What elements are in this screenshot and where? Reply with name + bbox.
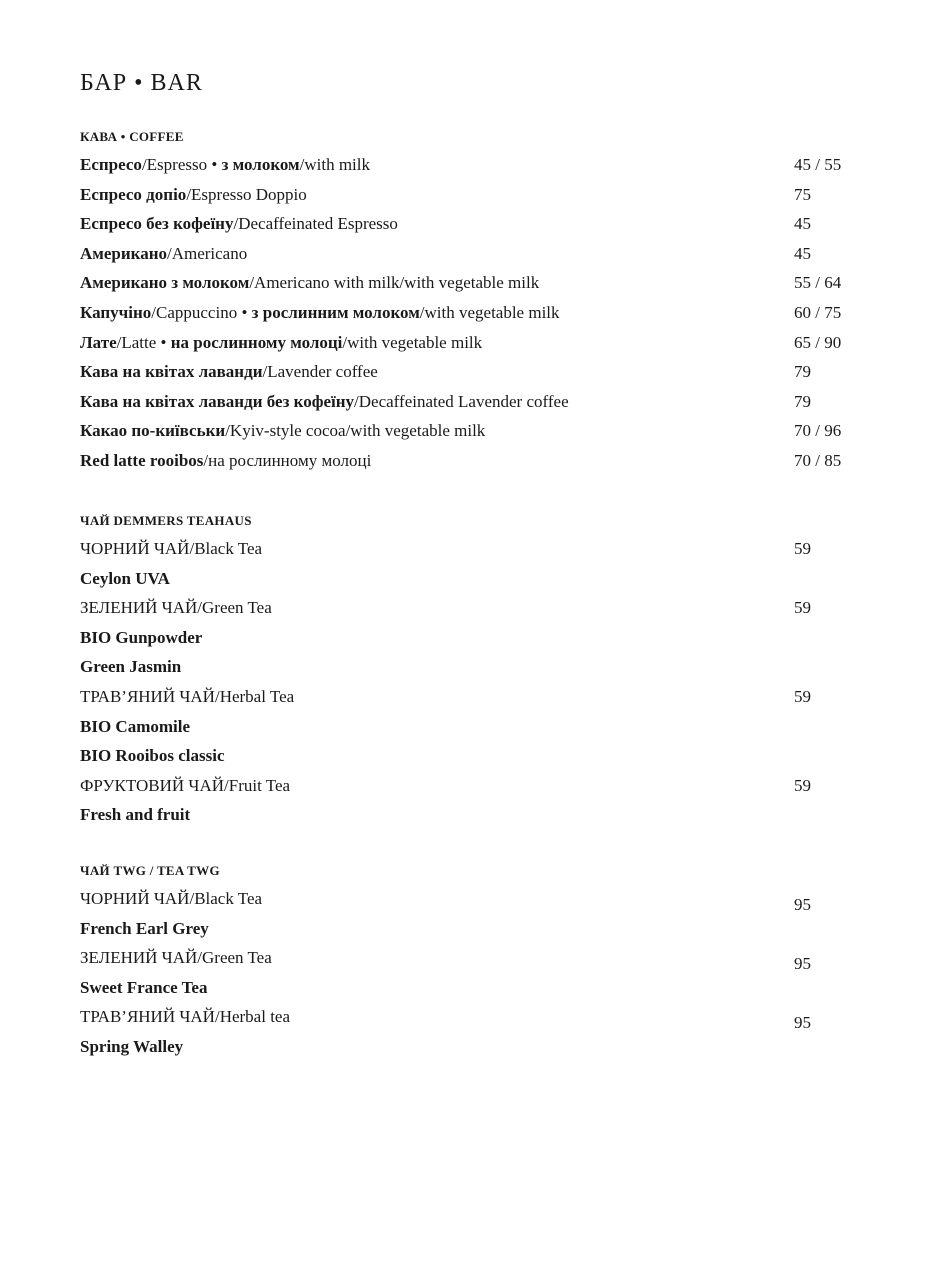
menu-item-price: 79: [794, 362, 811, 382]
menu-item-row: [80, 298, 870, 328]
tea-variety-label: BIO Gunpowder: [80, 627, 203, 647]
tea-category-en: /Black Tea: [189, 539, 263, 558]
menu-item-name: [80, 387, 569, 417]
tea-variety-row: [80, 1032, 870, 1062]
tea-category-row: [80, 771, 870, 801]
menu-item-name: [80, 180, 307, 210]
item-name-en: /Latte: [116, 332, 157, 352]
menu-item-name: [80, 416, 485, 446]
tea-category-price: 59: [794, 686, 811, 706]
tea-category-ua: ЧОРНИЙ ЧАЙ: [80, 889, 190, 908]
tea-category-ua: ТРАВ’ЯНИЙ ЧАЙ: [80, 686, 215, 706]
menu-item-price: 70 / 85: [794, 450, 842, 470]
tea-variety-label: Spring Walley: [80, 1036, 184, 1056]
item-name-ua: Еспресо допіо: [80, 184, 187, 204]
item-option-ua: на рослинному молоці: [170, 332, 343, 352]
tea-variety-label: Fresh and fruit: [80, 805, 191, 825]
separator-dot: •: [237, 302, 252, 322]
item-name-en: /Decaffeinated Lavender coffee: [354, 391, 569, 411]
tea-category-ua: ЗЕЛЕНИЙ ЧАЙ: [80, 948, 198, 968]
tea-variety-name: [80, 712, 190, 742]
twg-section: [80, 858, 870, 1062]
tea-variety-row: [80, 741, 870, 771]
item-name-en: /Cappuccino: [151, 302, 238, 322]
tea-category-row: [80, 534, 870, 564]
tea-variety-label: BIO Rooibos classic: [80, 746, 225, 766]
tea-category-name: [80, 682, 294, 712]
item-name-ua: Кава на квітах лаванди без кофеїну: [80, 391, 355, 411]
menu-item-name: [80, 150, 370, 180]
tea-category-name: [80, 771, 290, 801]
tea-category-price: 95: [794, 895, 811, 914]
tea-variety-label: BIO Camomile: [80, 716, 191, 736]
menu-item-row: [80, 239, 870, 269]
tea-category-price: 59: [794, 539, 811, 558]
tea-variety-name: [80, 1032, 183, 1062]
tea-variety-row: [80, 564, 870, 594]
menu-item-row: [80, 446, 870, 476]
item-name-en: /Lavender coffee: [262, 362, 378, 382]
tea-category-name: [80, 884, 262, 914]
item-name-ua: Еспресо: [80, 155, 142, 174]
item-option-en: /with milk: [299, 155, 371, 174]
item-name-ua: Американо з молоком: [80, 273, 250, 293]
tea-category-ua: ТРАВ’ЯНИЙ ЧАЙ: [80, 1007, 215, 1027]
tea-variety-name: [80, 741, 225, 771]
tea-variety-row: [80, 914, 870, 944]
demmers-list: [80, 534, 870, 830]
tea-category-price: 59: [794, 775, 811, 795]
item-name-ua: Кава на квітах лаванди: [80, 362, 263, 382]
item-name-en: /Kyiv-style cocoa/with vegetable milk: [225, 421, 486, 441]
tea-variety-name: [80, 564, 170, 594]
menu-item-row: [80, 357, 870, 387]
menu-item-price: 60 / 75: [794, 302, 842, 322]
section-title-demmers: ЧАЙ DEMMERS TEAHAUS: [80, 513, 252, 528]
tea-category-row: [80, 593, 870, 623]
menu-item-name: [80, 239, 247, 269]
tea-variety-row: [80, 973, 870, 1003]
tea-variety-name: [80, 914, 209, 944]
tea-category-name: [80, 593, 272, 623]
tea-category-name: [80, 1002, 290, 1032]
menu-item-price: 65 / 90: [794, 332, 842, 352]
item-name-ua: Капучіно: [80, 302, 152, 322]
tea-category-en: /Green Tea: [197, 598, 272, 618]
tea-category-ua: ЧОРНИЙ ЧАЙ: [80, 539, 190, 558]
tea-category-price: 95: [794, 954, 811, 974]
menu-item-price: 55 / 64: [794, 273, 842, 293]
menu-item-name: [80, 209, 398, 239]
tea-category-en: /Green Tea: [197, 948, 272, 968]
menu-item-name: [80, 446, 371, 476]
tea-variety-name: [80, 652, 181, 682]
coffee-list: [80, 150, 870, 476]
tea-category-ua: ЗЕЛЕНИЙ ЧАЙ: [80, 598, 198, 618]
menu-item-price: 75: [794, 184, 811, 204]
separator-dot: •: [156, 332, 171, 352]
item-name-en: /Espresso Doppio: [186, 184, 307, 204]
tea-variety-row: [80, 623, 870, 653]
tea-category-en: /Fruit Tea: [224, 775, 291, 795]
tea-category-row: [80, 943, 870, 973]
item-name-ua: Американо: [80, 243, 167, 263]
menu-item-name: [80, 357, 378, 387]
menu-item-row: [80, 268, 870, 298]
menu-item-name: [80, 298, 560, 328]
tea-category-row: [80, 1002, 870, 1032]
tea-category-name: [80, 534, 262, 564]
item-name-ua: Red latte rooibos: [80, 450, 204, 470]
item-name-en: /Espresso: [141, 155, 208, 174]
item-name-ua: Еспресо без кофеїну: [80, 214, 234, 234]
menu-item-row: [80, 416, 870, 446]
menu-item-row: [80, 180, 870, 210]
tea-variety-label: French Earl Grey: [80, 918, 209, 938]
item-name-ua: Лате: [80, 332, 117, 352]
coffee-section: [80, 124, 870, 476]
tea-variety-label: Sweet France Tea: [80, 977, 208, 997]
tea-variety-label: Ceylon UVA: [80, 568, 170, 588]
separator-dot: •: [207, 155, 222, 174]
menu-item-row: [80, 150, 870, 180]
tea-category-en: /Black Tea: [189, 889, 263, 908]
item-option-en: /with vegetable milk: [342, 332, 483, 352]
tea-category-name: [80, 943, 272, 973]
menu-item-price: 45: [794, 243, 811, 263]
tea-variety-row: [80, 712, 870, 742]
twg-list: [80, 884, 870, 1062]
demmers-section: [80, 508, 870, 830]
tea-category-ua: ФРУКТОВИЙ ЧАЙ: [80, 775, 225, 795]
item-name-en: /Americano: [166, 243, 248, 263]
item-option-ua: з рослинним молоком: [251, 302, 420, 322]
page-title: БАР • BAR: [80, 70, 203, 96]
tea-category-en: /Herbal Tea: [214, 686, 295, 706]
section-title-twg: ЧАЙ TWG / TEA TWG: [80, 863, 220, 878]
menu-item-row: [80, 209, 870, 239]
tea-variety-label: Green Jasmin: [80, 657, 182, 677]
tea-category-row: [80, 884, 870, 914]
menu-item-row: [80, 328, 870, 358]
tea-category-row: [80, 682, 870, 712]
tea-variety-name: [80, 973, 207, 1003]
menu-item-price: 70 / 96: [794, 421, 842, 441]
item-name-en: /Decaffeinated Espresso: [233, 214, 398, 234]
tea-variety-name: [80, 800, 190, 830]
tea-category-price: 59: [794, 598, 811, 618]
menu-item-price: 79: [794, 391, 811, 411]
menu-item-price: 45 / 55: [794, 155, 842, 174]
item-name-en: /Americano with milk/with vegetable milk: [249, 273, 540, 293]
menu-item-name: [80, 268, 539, 298]
menu-item-name: [80, 328, 482, 358]
item-name-ua: Какао по-київськи: [80, 421, 226, 441]
section-title-coffee: КАВА • COFFEE: [80, 129, 184, 144]
item-option-ua: з молоком: [221, 155, 300, 174]
item-option-en: /with vegetable milk: [419, 302, 560, 322]
menu-item-row: [80, 387, 870, 417]
tea-variety-row: [80, 652, 870, 682]
item-name-en: /на рослинному молоці: [203, 450, 372, 470]
tea-category-en: /Herbal tea: [214, 1007, 291, 1027]
tea-variety-row: [80, 800, 870, 830]
tea-category-price: 95: [794, 1013, 811, 1033]
tea-variety-name: [80, 623, 202, 653]
menu-item-price: 45: [794, 214, 811, 234]
